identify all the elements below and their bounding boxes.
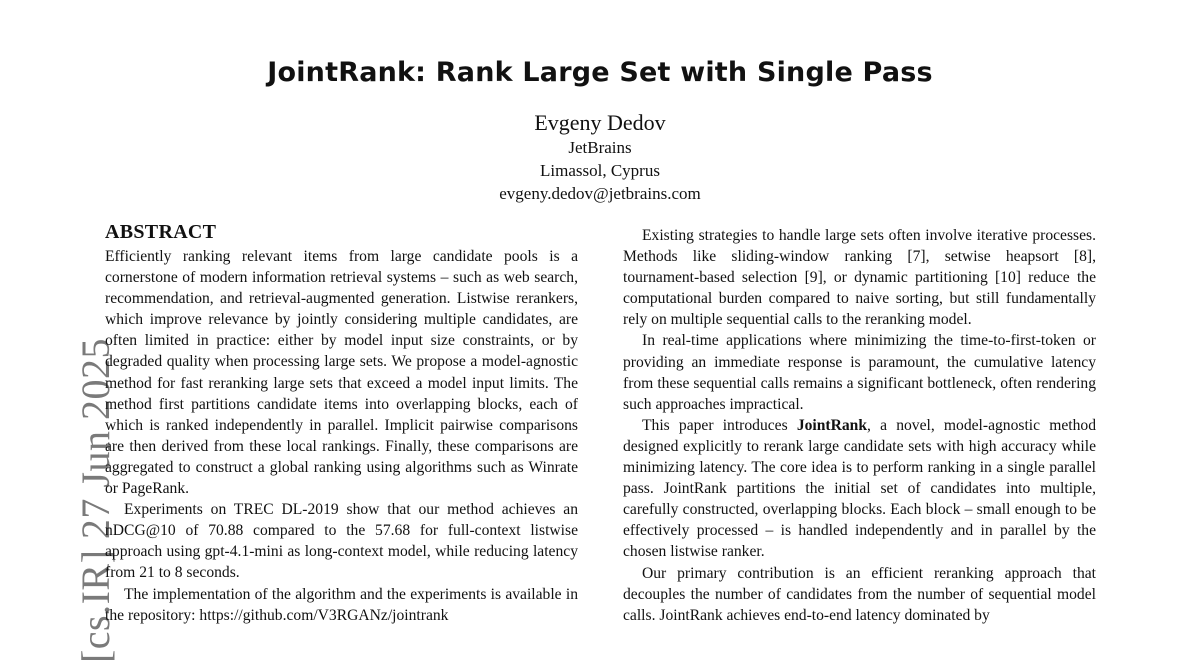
intro-paragraph-3-rest: , a novel, model-agnostic method designed explicitly to rerank large candidate sets with high accuracy while minimizing latency. The core idea is to perform ranking in a single parallel pass. JointRank partitions the initial set of candidates into multiple, carefully constructed, overlapping blocks. Each block – small enough to be effectively processed – is handled independently and in parallel by the chosen listwise ranker. [623,416,1096,561]
left-column [105,220,578,626]
intro-paragraph-3 [623,415,1096,563]
abstract-paragraph-2: Experiments on TREC DL-2019 show that our method achieves an nDCG@10 of 70.88 compared to the 57.68 for full-context listwise approach using gpt-4.1-mini as long-context model, while reducing latency from 21 to 8 seconds. [105,501,578,582]
author-name: Evgeny Dedov [534,110,666,135]
intro-paragraph-4: Our primary contribution is an efficient reranking approach that decouples the number of candidates from the number of sequential model calls. JointRank achieves end-to-end latency dominated by [623,564,1096,624]
author-email: evgeny.dedov@jetbrains.com [499,184,701,203]
arxiv-stamp-text: [cs.IR] 27 Jun 2025 [73,338,118,664]
abstract-heading: ABSTRACT [105,221,217,243]
intro-paragraph-2: In real-time applications where minimizing the time-to-first-token or providing an immediate response is paramount, the cumulative latency from these sequential calls remains a significant bottleneck, often rendering such approaches impractical. [623,332,1096,413]
arxiv-stamp [22,338,118,668]
intro-paragraph-3-start: This paper introduces [642,416,797,434]
author-affiliation: JetBrains [568,138,632,157]
abstract-paragraph-3: The implementation of the algorithm and the experiments is available in the repository: https://github.com/V3RGANz/jointrank [105,585,578,624]
right-column [623,220,1096,626]
author-location: Limassol, Cyprus [540,161,660,180]
author-block [0,110,1200,205]
paper-title: JointRank: Rank Large Set with Single Pass [267,57,933,88]
method-name: JointRank [796,416,868,434]
intro-paragraph-1: Existing strategies to handle large sets often involve iterative processes. Methods like sliding-window ranking [7], setwise heapsort [8], tournament-based selection [9], or dynamic partitioning [10] reduce the computational burden compared to naive sorting, but still fundamentally rely on multiple sequential calls to the reranking model. [623,227,1096,329]
abstract-paragraph-1: Efficiently ranking relevant items from large candidate pools is a cornerstone of modern information retrieval systems – such as web search, recommendation, and retrieval-augmented generation. Listwise rerankers, which improve relevance by jointly considering multiple candidates, are often limited in practice: either by model input size constraints, or by degraded quality when processing large sets. We propose a model-agnostic method for fast reranking large sets that exceed a model input limits. The method first partitions candidate items into overlapping blocks, each of which is ranked independently in parallel. Implicit pairwise comparisons are then derived from these local rankings. Finally, these comparisons are aggregated to construct a global ranking using algorithms such as Winrate or PageRank. [105,248,578,498]
